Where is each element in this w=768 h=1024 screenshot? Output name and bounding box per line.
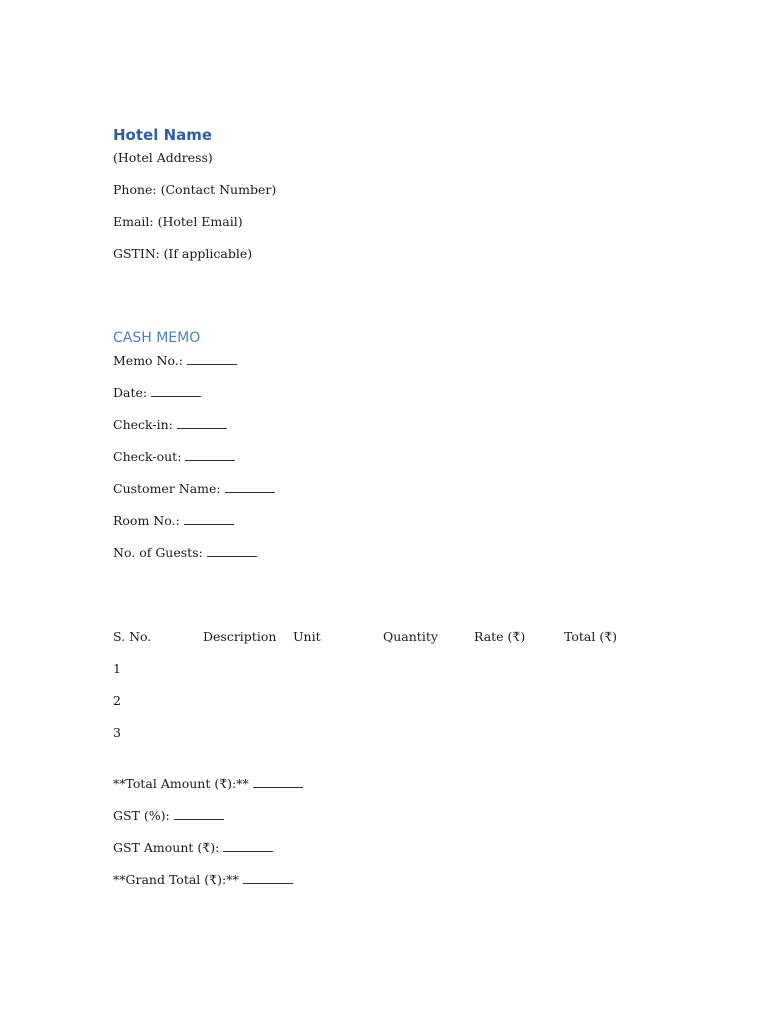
grand-total-blank[interactable] xyxy=(243,882,293,884)
row-sno: 3 xyxy=(113,725,121,740)
check-out-label: Check-out: xyxy=(113,449,182,464)
guests-blank[interactable] xyxy=(207,555,257,557)
hotel-email: Email: (Hotel Email) xyxy=(113,214,243,229)
table-row xyxy=(113,725,654,757)
memo-title: CASH MEMO xyxy=(113,330,201,346)
customer-name-blank[interactable] xyxy=(225,491,275,493)
date-label: Date: xyxy=(113,385,148,400)
hotel-details xyxy=(113,150,276,278)
gst-amount-blank[interactable] xyxy=(223,850,273,852)
gst-percent-blank[interactable] xyxy=(174,818,224,820)
gst-amount-field xyxy=(113,840,303,872)
header-rate: Rate (₹) xyxy=(474,629,526,644)
room-no-field xyxy=(113,513,275,545)
total-amount-label: **Total Amount (₹):** xyxy=(113,776,249,791)
header-description: Description xyxy=(203,629,277,644)
check-out-blank[interactable] xyxy=(185,459,235,461)
room-no-blank[interactable] xyxy=(184,523,234,525)
check-in-blank[interactable] xyxy=(177,427,227,429)
date-field xyxy=(113,385,275,417)
row-sno: 2 xyxy=(113,693,121,708)
table-header-row xyxy=(113,629,654,661)
table-row xyxy=(113,693,654,725)
customer-name-label: Customer Name: xyxy=(113,481,221,496)
date-blank[interactable] xyxy=(151,395,201,397)
check-out-field xyxy=(113,449,275,481)
guests-label: No. of Guests: xyxy=(113,545,203,560)
row-sno: 1 xyxy=(113,661,121,676)
total-amount-blank[interactable] xyxy=(253,786,303,788)
memo-no-label: Memo No.: xyxy=(113,353,183,368)
customer-name-field xyxy=(113,481,275,513)
grand-total-field xyxy=(113,872,303,904)
memo-no-blank[interactable] xyxy=(187,363,237,365)
hotel-header xyxy=(113,126,212,144)
table-row xyxy=(113,661,654,693)
gst-percent-field xyxy=(113,808,303,840)
header-unit: Unit xyxy=(293,629,321,644)
gst-amount-label: GST Amount (₹): xyxy=(113,840,220,855)
hotel-gstin: GSTIN: (If applicable) xyxy=(113,246,253,261)
guests-field xyxy=(113,545,275,577)
memo-header xyxy=(113,330,200,346)
totals-section xyxy=(113,776,303,904)
memo-no-field xyxy=(113,353,275,385)
header-quantity: Quantity xyxy=(383,629,438,644)
check-in-label: Check-in: xyxy=(113,417,173,432)
header-total: Total (₹) xyxy=(564,629,618,644)
hotel-address: (Hotel Address) xyxy=(113,150,213,165)
hotel-name: Hotel Name xyxy=(113,126,213,144)
total-amount-field xyxy=(113,776,303,808)
room-no-label: Room No.: xyxy=(113,513,180,528)
check-in-field xyxy=(113,417,275,449)
gst-percent-label: GST (%): xyxy=(113,808,170,823)
header-sno: S. No. xyxy=(113,629,152,644)
memo-fields xyxy=(113,353,275,577)
grand-total-label: **Grand Total (₹):** xyxy=(113,872,239,887)
hotel-phone: Phone: (Contact Number) xyxy=(113,182,277,197)
items-table xyxy=(113,629,654,757)
